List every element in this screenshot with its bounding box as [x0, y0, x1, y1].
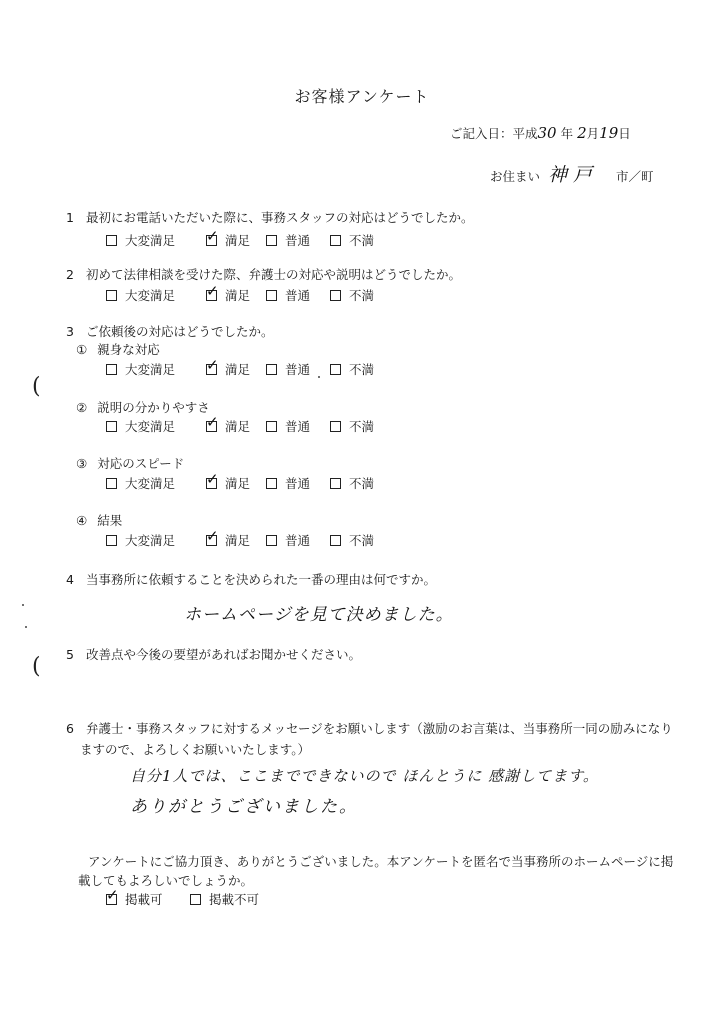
date-prefix: ご記入日：平成: [450, 126, 538, 141]
option-2[interactable]: [266, 474, 330, 492]
sub-text: 親身な対応: [97, 342, 160, 357]
option-label: 満足: [225, 288, 251, 303]
check-mark-icon: ✓: [206, 355, 219, 374]
question-number: 2: [66, 267, 74, 282]
option-label: 大変満足: [125, 233, 176, 248]
checkbox[interactable]: [206, 469, 219, 489]
option-3[interactable]: [330, 286, 390, 304]
option-label: 普通: [285, 288, 311, 303]
option-1[interactable]: [206, 412, 266, 435]
option-0[interactable]: [106, 417, 206, 435]
checkbox[interactable]: [330, 364, 341, 375]
checkbox[interactable]: [266, 421, 277, 432]
option-label: 大変満足: [125, 476, 176, 491]
option-3[interactable]: [330, 531, 390, 549]
check-mark-icon: ✓: [206, 226, 219, 245]
sub-label: ④: [76, 513, 88, 528]
option-1[interactable]: [206, 526, 266, 549]
checkbox[interactable]: [330, 290, 341, 301]
check-mark-icon: ✓: [206, 469, 219, 488]
publish-options: [106, 885, 260, 908]
option-1[interactable]: [206, 469, 266, 492]
option-label: 不満: [349, 419, 375, 434]
option-2[interactable]: [266, 531, 330, 549]
checkbox[interactable]: [106, 235, 117, 246]
checkbox[interactable]: [106, 421, 117, 432]
date-year-unit: 年: [560, 126, 574, 141]
date-month: 2: [577, 124, 587, 142]
question-3: [66, 322, 273, 340]
option-label: 満足: [225, 476, 251, 491]
question-text: 最初にお電話いただいた際に、事務スタッフの対応はどうでしたか。: [85, 210, 474, 225]
checkbox[interactable]: [266, 535, 277, 546]
q3-sub-1: [76, 340, 160, 358]
option-1[interactable]: [206, 281, 266, 304]
q2-options: [106, 281, 390, 304]
option-label: 大変満足: [125, 288, 176, 303]
question-text-line1: 弁護士・事務スタッフに対するメッセージをお願いします（激励のお言葉は、当事務所一同の励みになり: [85, 721, 673, 736]
question-text: 当事務所に依頼することを決められた一番の理由は何ですか。: [85, 572, 436, 587]
date-year: 30: [537, 124, 557, 142]
option-label: 満足: [225, 233, 251, 248]
option-2[interactable]: [266, 286, 330, 304]
option-2[interactable]: [266, 417, 330, 435]
scan-dot: [318, 376, 320, 378]
q3-sub-3: [76, 454, 184, 472]
option-3[interactable]: [330, 417, 390, 435]
question-text: 初めて法律相談を受けた際、弁護士の対応や説明はどうでしたか。: [85, 267, 461, 282]
option-label: 満足: [225, 533, 251, 548]
option-label: 不満: [349, 362, 375, 377]
q1-options: [106, 226, 390, 249]
checkbox[interactable]: [330, 235, 341, 246]
option-label: 大変満足: [125, 362, 176, 377]
scan-mark: (: [32, 654, 41, 679]
option-1[interactable]: [206, 355, 266, 378]
q3-sub-4: [76, 511, 122, 529]
q3-sub-4-options: [106, 526, 390, 549]
checkbox[interactable]: [206, 412, 219, 432]
checkbox[interactable]: [266, 364, 277, 375]
page-title: お客様アンケート: [294, 87, 430, 106]
scan-mark: (: [32, 374, 41, 399]
sub-label: ③: [76, 456, 88, 471]
checkbox[interactable]: [330, 478, 341, 489]
option-label: 満足: [225, 419, 251, 434]
closing-line1: アンケートにご協力頂き、ありがとうございました。本アンケートを匿名で当事務所のホームページに掲: [88, 854, 674, 869]
option-label: 不満: [349, 233, 375, 248]
question-2: [66, 265, 461, 283]
checkbox[interactable]: [266, 235, 277, 246]
sub-text: 説明の分かりやすさ: [97, 400, 210, 415]
checkbox[interactable]: [190, 894, 201, 905]
option-label: 不満: [349, 476, 375, 491]
date-month-unit: 月: [586, 126, 600, 141]
question-1: [66, 208, 473, 226]
option-0[interactable]: [106, 474, 206, 492]
date-field: [450, 124, 631, 142]
question-text-line2: ますので、よろしくお願いいたします。）: [80, 742, 311, 757]
check-mark-icon: ✓: [206, 526, 219, 545]
checkbox[interactable]: [206, 526, 219, 546]
option-label: 普通: [285, 362, 311, 377]
question-number: 1: [66, 210, 74, 225]
option-label: 普通: [285, 476, 311, 491]
question-text: ご依頼後の対応はどうでしたか。: [85, 324, 274, 339]
option-1[interactable]: [206, 226, 266, 249]
checkbox[interactable]: [330, 421, 341, 432]
option-label: 大変満足: [125, 533, 176, 548]
sub-label: ②: [76, 400, 88, 415]
check-mark-icon: ✓: [106, 885, 119, 904]
q4-answer: ホームページを見て決めました。: [184, 605, 454, 625]
sub-text: 対応のスピード: [97, 456, 185, 471]
question-number: 4: [66, 572, 74, 587]
option-0[interactable]: [106, 286, 206, 304]
q3-sub-1-options: [106, 355, 390, 378]
question-4: [66, 570, 436, 588]
checkbox[interactable]: [106, 478, 117, 489]
option-0[interactable]: [106, 531, 206, 549]
closing-line2: 載してもよろしいでしょうか。: [78, 873, 254, 888]
option-label: 普通: [285, 233, 311, 248]
question-number: 3: [66, 324, 74, 339]
option-label: 不満: [349, 533, 375, 548]
option-label: 掲載可: [125, 892, 163, 907]
q3-sub-2-options: [106, 412, 390, 435]
check-mark-icon: ✓: [206, 412, 219, 431]
date-day-unit: 日: [618, 126, 631, 141]
checkbox[interactable]: [266, 478, 277, 489]
option-label: 大変満足: [125, 419, 176, 434]
option-label: 満足: [225, 362, 251, 377]
sub-label: ①: [76, 342, 88, 357]
checkbox[interactable]: [206, 226, 219, 246]
checkbox[interactable]: [206, 281, 219, 301]
q6-answer-line2: ありがとうございました。: [130, 797, 358, 817]
option-publish-ok[interactable]: [106, 885, 190, 908]
q3-sub-3-options: [106, 469, 390, 492]
checkbox[interactable]: [206, 355, 219, 375]
checkbox[interactable]: [106, 364, 117, 375]
option-3[interactable]: [330, 360, 390, 378]
scan-dot: [25, 626, 27, 628]
option-publish-ng[interactable]: [190, 890, 259, 908]
checkbox[interactable]: [266, 290, 277, 301]
scan-dot: [22, 604, 24, 606]
checkbox[interactable]: [106, 290, 117, 301]
checkbox[interactable]: [106, 535, 117, 546]
question-6: [66, 719, 673, 737]
question-text: 改善点や今後の要望があればお聞かせください。: [85, 647, 361, 662]
question-number: 6: [66, 721, 74, 736]
date-day: 19: [599, 124, 619, 142]
option-2[interactable]: [266, 360, 330, 378]
address-prefix: お住まい: [490, 169, 541, 184]
option-0[interactable]: [106, 360, 206, 378]
q3-sub-2: [76, 398, 210, 416]
option-3[interactable]: [330, 474, 390, 492]
question-number: 5: [66, 647, 74, 662]
option-label: 不満: [349, 288, 375, 303]
address-city: 神戸: [548, 164, 599, 186]
checkbox[interactable]: [106, 885, 119, 905]
address-suffix: 市／町: [616, 169, 654, 184]
option-3[interactable]: [330, 231, 390, 249]
check-mark-icon: ✓: [206, 281, 219, 300]
option-label: 普通: [285, 533, 311, 548]
option-label: 掲載不可: [209, 892, 260, 907]
option-label: 普通: [285, 419, 311, 434]
address-field: [490, 160, 654, 187]
question-5: [66, 645, 361, 663]
option-2[interactable]: [266, 231, 330, 249]
q6-answer-line1: 自分1人では、ここまでできないので ほんとうに 感謝してます。: [130, 767, 599, 785]
checkbox[interactable]: [330, 535, 341, 546]
option-0[interactable]: [106, 231, 206, 249]
sub-text: 結果: [97, 513, 123, 528]
